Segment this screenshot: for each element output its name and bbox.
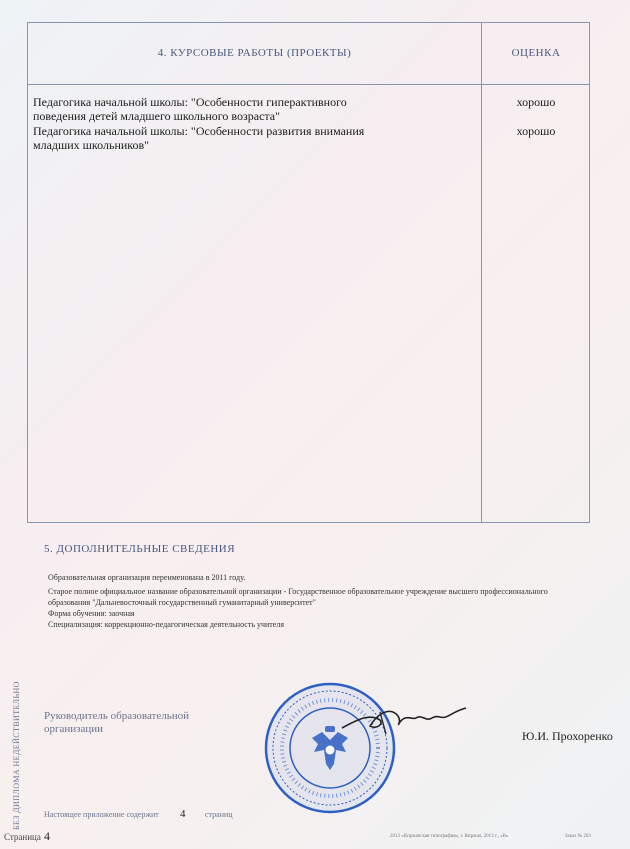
info-line: Образовательная организация переименована в 2011 году. [48,573,246,582]
courses-table [27,22,590,523]
page-label: Страница [4,832,41,842]
additional-info-block [48,572,608,630]
info-line: Старое полное официальное название образовательной организации - Государственное образовательное учреждение высшего профессионального [48,587,548,596]
courses-header-title: 4. КУРСОВЫЕ РАБОТЫ (ПРОЕКТЫ) [157,47,352,59]
info-line: Форма обучения: заочная [48,609,135,618]
pages-word: страниц [205,810,233,819]
course-title-line: Педагогика начальной школы: "Особенности гиперактивного [33,95,347,109]
signatory-name: Ю.И. Прохоренко [522,729,613,743]
pages-count: 4 [180,808,186,820]
course-grade: хорошо [516,95,556,109]
grade-header-title: ОЦЕНКА [511,47,561,59]
table-row [33,124,473,152]
signatory-label-line: организации [44,723,104,735]
course-title-line: поведения детей младшего школьного возраста" [33,109,281,123]
printer-note: 2013 «Киржачская типография», г. Киржач, 2013 г., «В» [390,834,509,839]
info-line: образования "Дальневосточный государственный гуманитарный университет" [48,598,316,607]
signatory-label [44,710,234,736]
signatory-label-line: Руководитель образовательной [44,710,190,722]
page-number: 4 [44,829,50,843]
course-title-line: Педагогика начальной школы: "Особенности развития внимания [33,124,365,138]
handwritten-signature [340,700,470,740]
course-grade: хорошо [516,124,556,138]
vertical-note [0,640,21,830]
order-note: Заказ № 203 [565,834,592,839]
info-line: Специализация: коррекционно-педагогическая деятельность учителя [48,620,285,629]
pages-contains-label: Настоящее приложение содержит [44,810,159,819]
additional-info-title: 5. ДОПОЛНИТЕЛЬНЫЕ СВЕДЕНИЯ [44,543,236,555]
vertical-note-text: БЕЗ ДИПЛОМА НЕДЕЙСТВИТЕЛЬНО [12,681,21,830]
course-title-line: младших школьников" [33,138,150,152]
table-row [33,95,473,123]
courses-table-header [28,23,589,85]
